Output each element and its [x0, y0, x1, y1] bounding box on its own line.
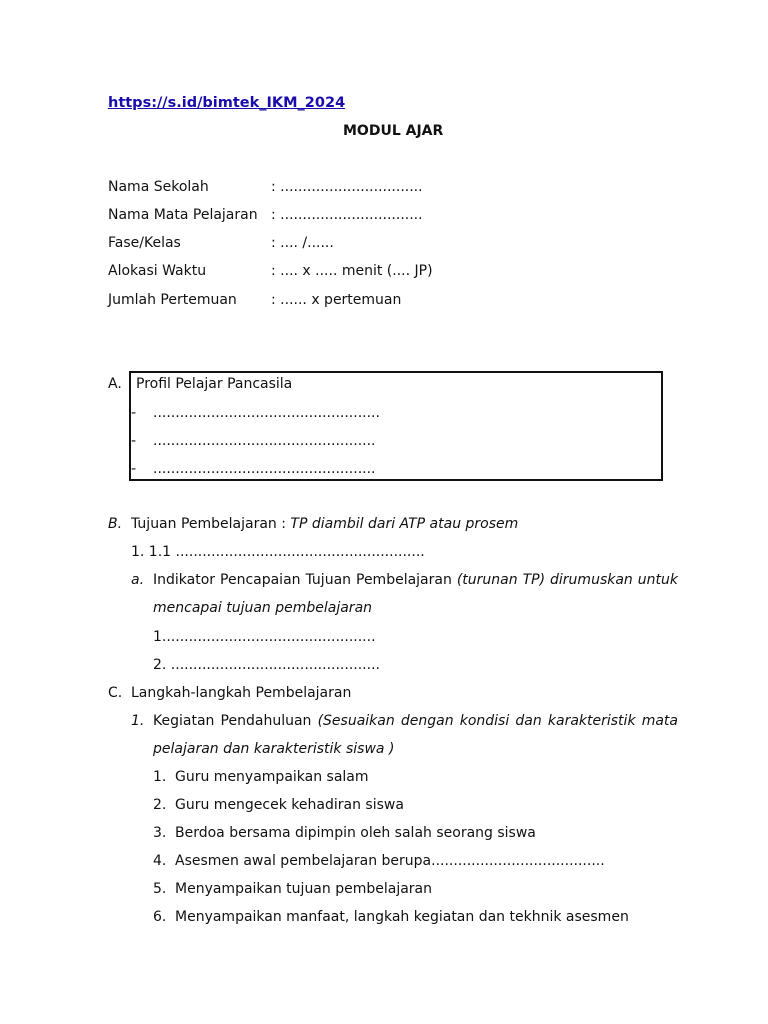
section-a-item: ..................................................	[153, 433, 376, 449]
section-a-title: Profil Pelajar Pancasila	[136, 376, 293, 392]
section-b-note: TP diambil dari ATP atau prosem	[290, 516, 519, 532]
identity-value-phase: : .... /......	[271, 235, 334, 251]
section-a-item: ..................................................	[153, 461, 376, 477]
step-number: 1.	[153, 769, 167, 785]
section-c-title: Langkah-langkah Pembelajaran	[131, 685, 352, 701]
section-b-title: Tujuan Pembelajaran :	[131, 516, 291, 532]
document-title: MODUL AJAR	[343, 123, 444, 139]
step-text: Menyampaikan manfaat, langkah kegiatan dan tekhnik asesmen	[175, 909, 629, 925]
section-b-sub-letter: a.	[131, 572, 145, 588]
identity-value-meetings: : ...... x pertemuan	[271, 292, 402, 308]
step-number: 4.	[153, 853, 167, 869]
section-c-sub-number: 1.	[131, 713, 145, 729]
section-c-sub-title: Kegiatan Pendahuluan	[153, 713, 318, 729]
step-text: Guru mengecek kehadiran siswa	[175, 797, 404, 813]
section-a-dash: -	[131, 461, 137, 477]
section-c-sub-note-cont: pelajaran dan karakteristik siswa )	[153, 741, 395, 757]
identity-value-time: : .... x ..... menit (.... JP)	[271, 263, 433, 279]
section-b-sub-heading	[153, 571, 678, 589]
document-link[interactable]: https://s.id/bimtek_IKM_2024	[108, 95, 346, 111]
step-text: Asesmen awal pembelajaran berupa.......................................	[175, 853, 605, 869]
step-number: 3.	[153, 825, 167, 841]
step-number: 6.	[153, 909, 167, 925]
section-b-sub-note-cont: mencapai tujuan pembelajaran	[153, 600, 373, 616]
step-number: 2.	[153, 797, 167, 813]
identity-label-phase: Fase/Kelas	[108, 235, 181, 251]
step-number: 5.	[153, 881, 167, 897]
section-b-heading	[131, 515, 518, 533]
identity-label-subject: Nama Mata Pelajaran	[108, 207, 258, 223]
section-b-sub-item: 2. ...............................................	[153, 657, 380, 673]
section-b-letter: B.	[108, 516, 123, 532]
section-a-item: ...................................................	[153, 405, 380, 421]
section-a-letter: A.	[108, 376, 122, 392]
identity-value-subject: : ................................	[271, 207, 423, 223]
identity-label-school: Nama Sekolah	[108, 179, 209, 195]
section-b-item: 1. 1.1 ........................................................	[131, 544, 425, 560]
section-c-letter: C.	[108, 685, 123, 701]
section-b-sub-note: (turunan TP) dirumuskan untuk	[456, 572, 678, 588]
section-b-sub-item: 1................................................	[153, 629, 376, 645]
step-text: Menyampaikan tujuan pembelajaran	[175, 881, 432, 897]
identity-label-time: Alokasi Waktu	[108, 263, 207, 279]
step-text: Berdoa bersama dipimpin oleh salah seorang siswa	[175, 825, 536, 841]
step-text: Guru menyampaikan salam	[175, 769, 369, 785]
identity-value-school: : ................................	[271, 179, 423, 195]
section-b-sub-title: Indikator Pencapaian Tujuan Pembelajaran	[153, 572, 457, 588]
section-c-sub-note: (Sesuaikan dengan kondisi dan karakteristik mata	[317, 713, 678, 729]
section-a-dash: -	[131, 433, 137, 449]
section-c-sub-heading	[153, 712, 678, 730]
section-a-dash: -	[131, 405, 137, 421]
identity-label-meetings: Jumlah Pertemuan	[108, 292, 237, 308]
